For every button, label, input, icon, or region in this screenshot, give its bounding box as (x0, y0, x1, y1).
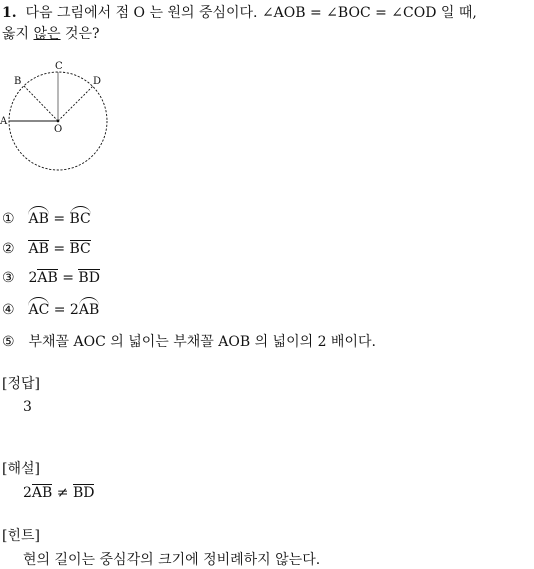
option-4[interactable] (2, 299, 99, 318)
question-line-1 (2, 2, 477, 22)
radius-od (58, 86, 93, 121)
question-line-2 (2, 23, 100, 43)
option-4-op: = (53, 302, 66, 318)
option-2[interactable] (2, 240, 91, 257)
option-1[interactable] (2, 208, 91, 227)
question-number: 1. (2, 5, 17, 21)
circle-figure (0, 58, 115, 178)
label-d: D (93, 76, 102, 87)
option-3[interactable] (2, 269, 100, 286)
option-3-mark: ③ (2, 270, 15, 286)
hint-text: 현의 길이는 중심각의 크기에 정비례하지 않는다. (23, 552, 321, 568)
question-text-2a: 옳지 (2, 26, 34, 42)
label-o: O (54, 124, 63, 135)
option-3-op: = (62, 270, 74, 286)
option-3-lhs: AB (37, 270, 58, 286)
explanation-rhs: BD (72, 485, 95, 501)
option-1-lhs: AB (28, 208, 48, 227)
question-text-2b: 것은? (60, 26, 100, 42)
option-5-text: 부채꼴 AOC 의 넓이는 부채꼴 AOB 의 넓이의 2 배이다. (28, 334, 376, 350)
option-3-rhs: BD (78, 270, 100, 286)
option-3-coef: 2 (28, 270, 38, 286)
option-4-mark: ④ (2, 302, 15, 318)
label-b: B (14, 76, 22, 87)
answer-value: 3 (23, 399, 32, 415)
explanation-coef: 2 (23, 485, 32, 501)
option-2-mark: ② (2, 241, 15, 257)
option-5[interactable] (2, 331, 376, 351)
center-point (57, 120, 60, 123)
option-2-lhs: AB (28, 241, 49, 257)
answer-label: [정답] (2, 376, 40, 392)
option-1-rhs: BC (70, 208, 91, 227)
label-a: A (0, 116, 8, 127)
explanation-op: ≠ (56, 485, 69, 501)
question-text: 다음 그림에서 점 O 는 원의 중심이다. ∠AOB = ∠BOC = ∠COD 일 때, (25, 5, 477, 21)
explanation-label: [해설] (2, 461, 40, 477)
option-4-rhs: AB (79, 299, 99, 318)
radius-ob (24, 86, 58, 121)
option-4-lhs: AC (28, 299, 49, 318)
hint-label: [힌트] (2, 528, 40, 544)
option-2-rhs: BC (69, 241, 91, 257)
option-1-mark: ① (2, 211, 15, 227)
option-5-mark: ⑤ (2, 334, 15, 350)
explanation-formula (23, 484, 94, 501)
label-c: C (55, 61, 63, 72)
explanation-lhs: AB (31, 485, 53, 501)
option-4-coef: 2 (69, 302, 79, 318)
underlined-word: 않은 (33, 26, 61, 42)
option-2-op: = (53, 241, 66, 257)
option-1-op: = (53, 211, 66, 227)
